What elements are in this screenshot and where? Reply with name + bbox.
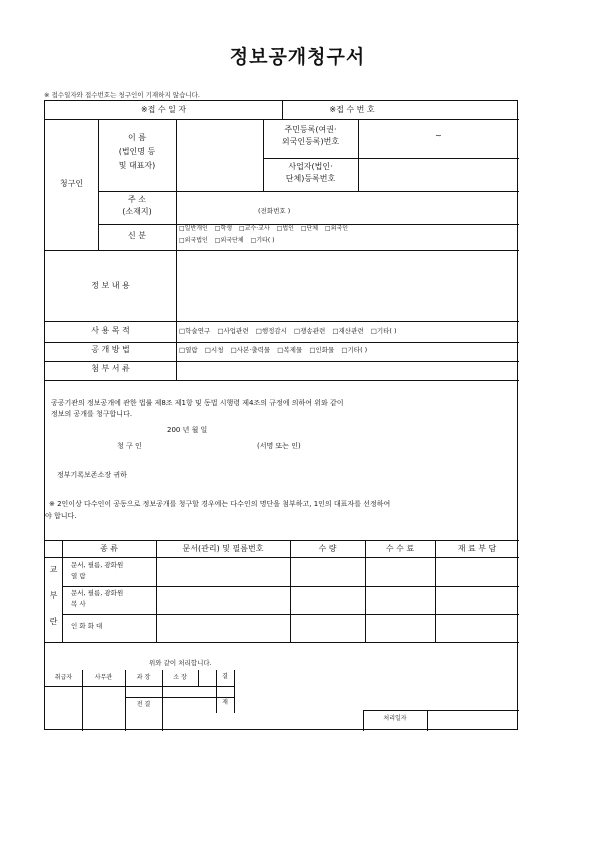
approval-decision: 재 <box>222 699 228 706</box>
grid-line <box>45 557 519 558</box>
resident-number-label-sub: 외국인등록)번호 <box>281 137 340 146</box>
status-options-line-1[interactable] <box>179 225 353 233</box>
purpose-options[interactable] <box>179 327 402 336</box>
grid-line <box>45 119 519 120</box>
sign-note: (서명 또는 인) <box>257 442 301 450</box>
attachment-label: 첨 부 서 류 <box>91 364 130 373</box>
applicant-label: 청구인 <box>59 179 84 188</box>
status-option[interactable]: □법인 <box>276 225 294 232</box>
issuance-header: 수 수 료 <box>385 544 415 553</box>
status-option[interactable]: □일반개인 <box>179 225 208 232</box>
status-option[interactable]: □외국인 <box>325 225 349 232</box>
purpose-option[interactable]: □사업관련 <box>217 327 249 335</box>
approval-officer: 사무관 <box>94 674 113 681</box>
name-label-sub: (법인명 등 <box>118 147 156 156</box>
issuance-side-char: 교 <box>49 565 58 574</box>
method-option[interactable]: □복제물 <box>277 346 303 354</box>
status-options-line-2[interactable] <box>179 237 279 245</box>
receipt-number-label: ※접 수 번 호 <box>329 105 375 114</box>
purpose-option[interactable]: □재산관련 <box>332 327 364 335</box>
status-option[interactable]: □학생 <box>214 225 233 232</box>
info-content-field[interactable] <box>176 250 519 321</box>
method-options[interactable] <box>179 346 372 355</box>
issuance-row-label: 문서, 필름, 광화원 <box>71 589 124 597</box>
name-field[interactable] <box>176 119 263 191</box>
method-option[interactable]: □인화물 <box>309 346 335 354</box>
status-label: 신 분 <box>128 231 146 240</box>
grid-line <box>198 670 199 686</box>
method-option[interactable]: □기타( ) <box>341 346 368 354</box>
purpose-option[interactable]: □행정감시 <box>255 327 287 335</box>
receipt-date-label: ※접 수 일 자 <box>140 105 187 114</box>
approval-section-chief: 과 장 <box>136 674 151 681</box>
issuance-header: 문서(관리) 및 필름번호 <box>182 544 264 553</box>
business-number-label: 사업자(법인· <box>288 162 333 171</box>
business-number-field[interactable] <box>358 158 519 191</box>
approval-director: 소 장 <box>173 674 187 681</box>
issuance-header: 종 류 <box>100 544 118 553</box>
grid-line <box>45 686 234 687</box>
approval-handler: 취급자 <box>54 674 73 681</box>
issuance-row-label: 인 화 화 대 <box>71 622 103 630</box>
addressee: 정부기록보존소장 귀하 <box>57 471 127 479</box>
grid-line <box>45 342 519 343</box>
method-label: 공 개 방 법 <box>91 345 130 354</box>
status-option[interactable]: □교수·교사 <box>238 225 270 232</box>
grid-line <box>45 540 519 541</box>
issuance-side-char: 부 <box>49 591 58 600</box>
request-form <box>44 100 518 730</box>
statement-text: 공공기관의 정보공개에 관한 법률 제8조 제1항 및 동법 시행령 제4조의 규정에 의하여 위와 같이 <box>51 399 344 407</box>
status-option[interactable]: □기타( ) <box>250 237 275 244</box>
info-content-label: 정 보 내 용 <box>91 281 130 290</box>
issuance-row-label: 복 사 <box>71 600 86 608</box>
name-label-sub: 및 대표자) <box>118 161 156 170</box>
purpose-option[interactable]: □쟁송관련 <box>294 327 326 335</box>
purpose-label: 사 용 목 적 <box>91 326 130 335</box>
processed-date-field[interactable] <box>427 710 519 731</box>
status-option[interactable]: □외국법인 <box>179 237 208 244</box>
approval-review: 전 결 <box>136 701 151 708</box>
resident-number-field[interactable]: ~ <box>435 131 442 140</box>
grid-line <box>435 540 436 642</box>
approval-decision: 결 <box>222 673 228 680</box>
business-number-label-sub: 단체)등록번호 <box>285 174 336 183</box>
method-option[interactable]: □열람 <box>179 346 198 354</box>
top-note: ※ 접수일자와 접수번호는 청구인이 기재하지 않습니다. <box>44 91 200 99</box>
name-label: 이 름 <box>128 133 146 142</box>
grid-line <box>125 697 234 698</box>
joint-request-note: 야 합니다. <box>45 512 77 520</box>
purpose-option[interactable]: □기타( ) <box>370 327 397 335</box>
resident-number-label: 주민등록(여권· <box>284 125 337 134</box>
request-date: 200 년 월 일 <box>167 426 208 434</box>
grid-line <box>62 540 63 642</box>
address-label-sub: (소재지) <box>122 207 152 216</box>
method-option[interactable]: □시청 <box>204 346 224 354</box>
status-option[interactable]: □외국단체 <box>214 237 244 244</box>
grid-line <box>234 670 235 713</box>
joint-request-note: ※ 2인이상 다수인이 공동으로 정보공개를 청구할 경우에는 다수인의 명단을 첨부하고, 1인의 대표자를 선정하여 <box>49 500 391 508</box>
document-title: 정보공개청구서 <box>229 46 366 68</box>
phone-field[interactable]: (전화번호 ) <box>258 207 291 215</box>
status-option[interactable]: □단체 <box>300 225 319 232</box>
issuance-row-label: 문서, 필름, 광화원 <box>71 561 124 569</box>
method-option[interactable]: □사본·출력물 <box>230 346 271 354</box>
grid-line <box>156 540 157 642</box>
issuance-header: 수 량 <box>318 544 337 553</box>
grid-line <box>365 540 366 642</box>
processing-statement: 위와 같이 처리합니다. <box>149 659 212 667</box>
grid-line <box>45 321 519 322</box>
grid-line <box>45 642 519 643</box>
address-label: 주 소 <box>128 195 146 204</box>
purpose-option[interactable]: □학술연구 <box>179 327 211 335</box>
applicant-sign-label: 청 구 인 <box>117 442 142 450</box>
attachment-field[interactable] <box>176 361 519 380</box>
grid-line <box>290 540 291 642</box>
grid-line <box>45 380 519 381</box>
statement-text: 정보의 공개를 청구합니다. <box>51 410 133 418</box>
issuance-row-label: 열 람 <box>71 572 86 580</box>
issuance-side-char: 란 <box>49 617 58 626</box>
processed-date-label: 처리일자 <box>383 715 407 722</box>
grid-line <box>98 191 519 192</box>
issuance-header: 재 료 부 담 <box>457 544 497 553</box>
